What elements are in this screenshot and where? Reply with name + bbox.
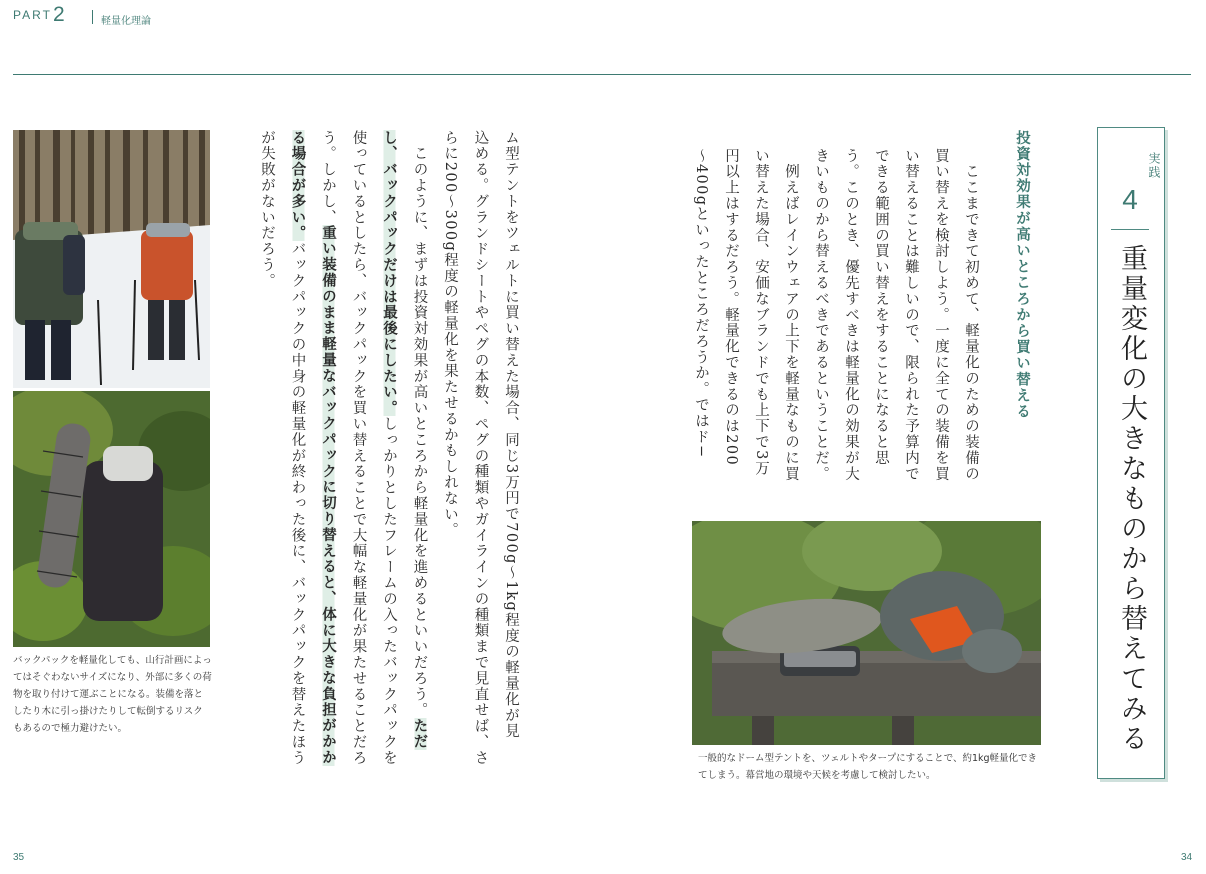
part-number: 2 xyxy=(53,3,65,26)
tent-bench-image xyxy=(692,521,1041,745)
page-number-left: 35 xyxy=(13,852,25,863)
text-column xyxy=(251,130,282,820)
text-column: う。このとき、優先すべきは軽量化の効果が大 xyxy=(843,148,859,482)
body-text: このように、まずは投資対効果が高いところから軽量化を進めるといいだろう。 xyxy=(411,130,428,719)
right-photo-caption: 一般的なドーム型テントを、ツェルトやタープにすることで、約1kg軽量化できてしまう。幕営地の環境や天候を考慮して検討したい。 xyxy=(698,753,1038,781)
header-rule xyxy=(13,74,1191,75)
part-label: PART xyxy=(13,8,52,22)
body-text: う。しかし、 xyxy=(320,130,336,226)
body-text: が失敗がないだろう。 xyxy=(259,130,275,289)
text-column xyxy=(403,130,434,820)
highlighted-text: 重い装備のまま軽量なバックパックに切り替えると、体に大きな負担がかか xyxy=(320,225,337,767)
body-text: ム型テントをツェルトに買い替えた場合、同じ3万円で700g～1kg程度の軽量化が見 xyxy=(503,130,519,740)
body-text: 込める。グランドシートやペグの本数、ペグの種類やガイラインの種類まで見直せば、さ xyxy=(472,130,489,766)
photo-tent-bench xyxy=(692,521,1041,745)
text-column xyxy=(464,130,495,820)
title-rule xyxy=(1111,229,1149,230)
text-column xyxy=(342,130,373,820)
page-number-right: 34 xyxy=(1181,852,1193,863)
text-column: ～400gといったところだろうか。ではド− xyxy=(693,148,709,459)
highlighted-text: る場合が多い。 xyxy=(289,130,307,242)
body-text: しっかりとしたフレームの入ったバックパックを xyxy=(381,416,397,767)
part-title: 軽量化理論 xyxy=(101,16,151,27)
text-column: い替えることは難しいので、限られた予算内で xyxy=(903,148,919,482)
text-column: 例えばレインウェアの上下を軽量なものに買 xyxy=(783,148,799,482)
text-column xyxy=(312,130,343,820)
text-column: い替えた場合、安価なブランドでも上下で3万 xyxy=(753,148,769,477)
text-column xyxy=(495,130,526,820)
text-column: 円以上はするだろう。軽量化できるのは200 xyxy=(723,148,739,467)
highlighted-text: し、バックパックだけは最後にしたい。 xyxy=(381,130,398,417)
header-separator xyxy=(92,10,93,24)
right-body-text xyxy=(685,148,985,488)
body-text: バックパックの中身の軽量化が終わった後に、バックパックを替えたほう xyxy=(289,241,306,767)
text-column xyxy=(373,130,404,820)
body-text: らに200～300g程度の軽量化を果たせるかもしれない。 xyxy=(442,130,458,539)
hikers-snow-image xyxy=(13,130,210,388)
body-text: 使っているとしたら、バックパックを買い替えることで大幅な軽量化が果たせることだろ xyxy=(350,130,367,766)
left-body-text xyxy=(250,130,525,820)
photo-hikers-snow xyxy=(13,130,210,388)
text-column: 買い替えを検討しよう。一度に全ての装備を買 xyxy=(933,148,949,482)
text-column xyxy=(281,130,312,820)
section-title: 重量変化の大きなものから替えてみる xyxy=(1116,244,1147,754)
highlighted-text: ただ xyxy=(411,718,429,751)
text-column: きいものから替えるべきであるということだ。 xyxy=(813,148,829,482)
text-column: できる範囲の買い替えをすることになると思 xyxy=(873,148,889,466)
text-column: ここまできて初めて、軽量化のための装備の xyxy=(963,148,979,482)
left-photo-caption: バックパックを軽量化しても、山行計画によってはそぐわないサイズになり、外部に多くの荷物を取り付けて運ぶことになる。装備を落としたり木に引っ掛けたりして転倒するリスクもあるので極力避けたい。 xyxy=(13,655,212,734)
section-number: 4 xyxy=(1122,184,1138,215)
text-column xyxy=(434,130,465,820)
photo-backpack-ground xyxy=(13,391,210,647)
section-label: 実践 xyxy=(1147,152,1161,180)
subheading: 投資対効果が高いところから買い替える xyxy=(1014,130,1030,420)
backpack-ground-image xyxy=(13,391,210,647)
